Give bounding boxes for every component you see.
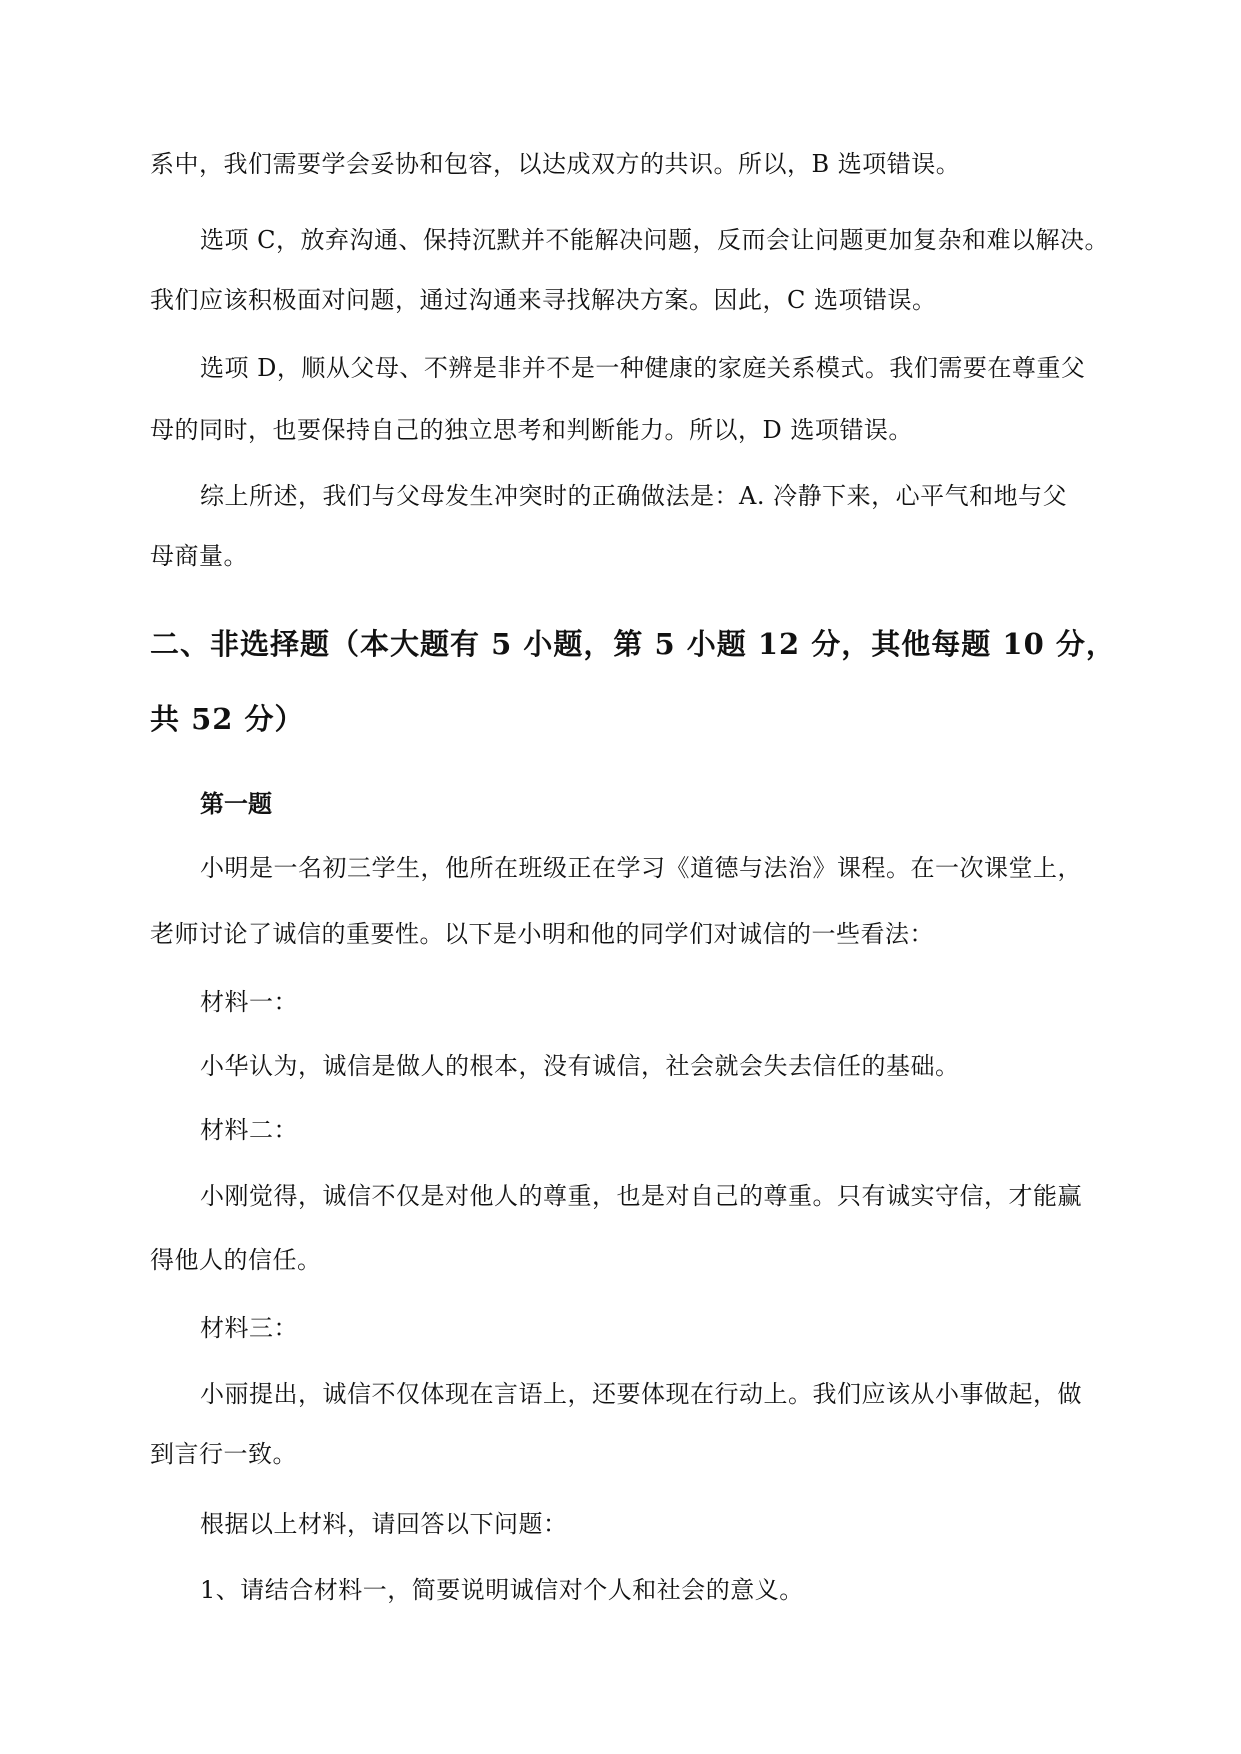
section-heading: 二、非选择题（本大题有 5 小题，第 5 小题 12 分，其他每题 10 分， bbox=[150, 627, 1116, 661]
paragraph-line: 到言行一致。 bbox=[150, 1440, 297, 1468]
paragraph-line: 我们应该积极面对问题，通过沟通来寻找解决方案。因此，C 选项错误。 bbox=[150, 286, 937, 314]
paragraph-line: 老师讨论了诚信的重要性。以下是小明和他的同学们对诚信的一些看法： bbox=[150, 920, 934, 948]
paragraph-line: 母的同时，也要保持自己的独立思考和判断能力。所以，D 选项错误。 bbox=[150, 416, 913, 444]
question-item: 1、请结合材料一，简要说明诚信对个人和社会的意义。 bbox=[200, 1576, 804, 1604]
paragraph-line: 小刚觉得，诚信不仅是对他人的尊重，也是对自己的尊重。只有诚实守信，才能赢 bbox=[200, 1182, 1082, 1210]
paragraph-line: 选项 D，顺从父母、不辨是非并不是一种健康的家庭关系模式。我们需要在尊重父 bbox=[200, 354, 1086, 382]
material-label: 材料二： bbox=[200, 1116, 298, 1144]
question-title: 第一题 bbox=[200, 789, 272, 818]
paragraph-line: 根据以上材料，请回答以下问题： bbox=[200, 1510, 568, 1538]
paragraph-line: 母商量。 bbox=[150, 542, 248, 570]
paragraph-line: 系中，我们需要学会妥协和包容，以达成双方的共识。所以，B 选项错误。 bbox=[150, 150, 961, 178]
material-label: 材料一： bbox=[200, 988, 298, 1016]
paragraph-line: 得他人的信任。 bbox=[150, 1246, 322, 1274]
paragraph-line: 选项 C，放弃沟通、保持沉默并不能解决问题，反而会让问题更加复杂和难以解决。 bbox=[200, 226, 1109, 254]
paragraph-line: 小华认为，诚信是做人的根本，没有诚信，社会就会失去信任的基础。 bbox=[200, 1052, 960, 1080]
paragraph-line: 小明是一名初三学生，他所在班级正在学习《道德与法治》课程。在一次课堂上， bbox=[200, 854, 1082, 882]
paragraph-line: 综上所述，我们与父母发生冲突时的正确做法是：A. 冷静下来，心平气和地与父 bbox=[200, 482, 1068, 510]
section-heading: 共 52 分） bbox=[150, 702, 305, 736]
paragraph-line: 小丽提出，诚信不仅体现在言语上，还要体现在行动上。我们应该从小事做起，做 bbox=[200, 1380, 1082, 1408]
material-label: 材料三： bbox=[200, 1314, 298, 1342]
